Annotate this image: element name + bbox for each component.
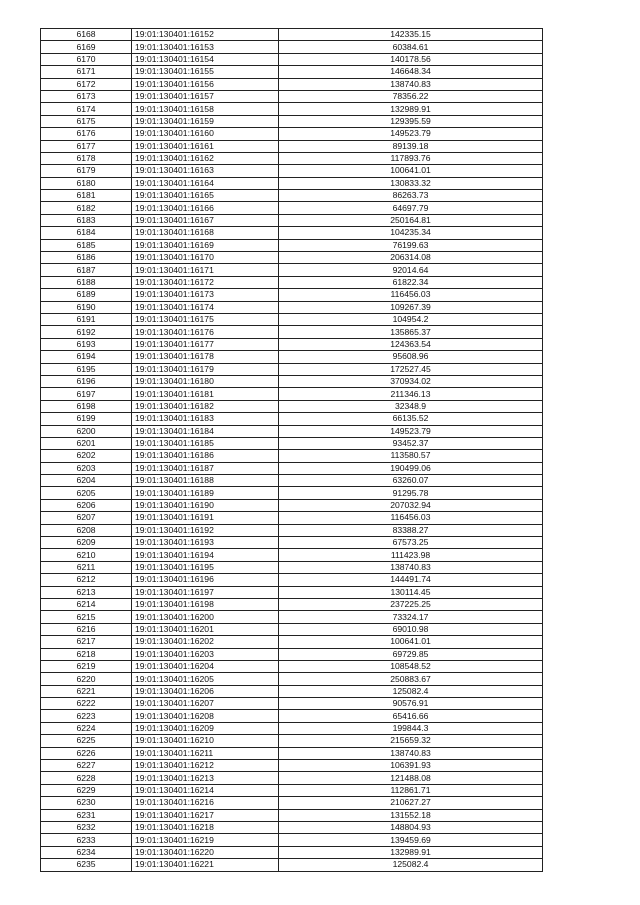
table-row — [41, 90, 543, 102]
cadastral-number-cell: 19:01:130401:16201 — [132, 623, 279, 635]
cadastral-number-cell: 19:01:130401:16212 — [132, 760, 279, 772]
table-row — [41, 413, 543, 425]
table-row — [41, 363, 543, 375]
table-row — [41, 177, 543, 189]
table-row — [41, 326, 543, 338]
cadastral-number-cell: 19:01:130401:16219 — [132, 834, 279, 846]
table-row — [41, 375, 543, 387]
cadastral-number-cell: 19:01:130401:16165 — [132, 190, 279, 202]
table-row — [41, 623, 543, 635]
value-cell: 111423.98 — [279, 549, 543, 561]
cadastral-number-cell: 19:01:130401:16166 — [132, 202, 279, 214]
value-cell: 100641.01 — [279, 165, 543, 177]
row-number-cell: 6216 — [41, 623, 132, 635]
row-number-cell: 6177 — [41, 140, 132, 152]
table-row — [41, 586, 543, 598]
table-row — [41, 53, 543, 65]
table-row — [41, 202, 543, 214]
value-cell: 130114.45 — [279, 586, 543, 598]
value-cell: 83388.27 — [279, 524, 543, 536]
cadastral-number-cell: 19:01:130401:16159 — [132, 115, 279, 127]
row-number-cell: 6200 — [41, 425, 132, 437]
cadastral-number-cell: 19:01:130401:16185 — [132, 437, 279, 449]
row-number-cell: 6191 — [41, 313, 132, 325]
row-number-cell: 6170 — [41, 53, 132, 65]
row-number-cell: 6182 — [41, 202, 132, 214]
value-cell: 61822.34 — [279, 276, 543, 288]
row-number-cell: 6193 — [41, 338, 132, 350]
value-cell: 138740.83 — [279, 561, 543, 573]
cadastral-number-cell: 19:01:130401:16154 — [132, 53, 279, 65]
cadastral-number-cell: 19:01:130401:16186 — [132, 450, 279, 462]
value-cell: 125082.4 — [279, 859, 543, 871]
row-number-cell: 6218 — [41, 648, 132, 660]
cadastral-number-cell: 19:01:130401:16170 — [132, 252, 279, 264]
row-number-cell: 6188 — [41, 276, 132, 288]
table-row — [41, 313, 543, 325]
row-number-cell: 6224 — [41, 722, 132, 734]
row-number-cell: 6204 — [41, 475, 132, 487]
cadastral-number-cell: 19:01:130401:16176 — [132, 326, 279, 338]
cadastral-number-cell: 19:01:130401:16174 — [132, 301, 279, 313]
table-row — [41, 685, 543, 697]
row-number-cell: 6235 — [41, 859, 132, 871]
row-number-cell: 6175 — [41, 115, 132, 127]
row-number-cell: 6223 — [41, 710, 132, 722]
value-cell: 69729.85 — [279, 648, 543, 660]
table-row — [41, 41, 543, 53]
cadastral-number-cell: 19:01:130401:16167 — [132, 214, 279, 226]
value-cell: 210627.27 — [279, 797, 543, 809]
cadastral-number-cell: 19:01:130401:16221 — [132, 859, 279, 871]
cadastral-number-cell: 19:01:130401:16158 — [132, 103, 279, 115]
value-cell: 149523.79 — [279, 425, 543, 437]
value-cell: 250164.81 — [279, 214, 543, 226]
value-cell: 100641.01 — [279, 636, 543, 648]
cadastral-number-cell: 19:01:130401:16189 — [132, 487, 279, 499]
table-row — [41, 747, 543, 759]
table-row — [41, 760, 543, 772]
row-number-cell: 6227 — [41, 760, 132, 772]
row-number-cell: 6232 — [41, 822, 132, 834]
row-number-cell: 6183 — [41, 214, 132, 226]
table-row — [41, 499, 543, 511]
value-cell: 124363.54 — [279, 338, 543, 350]
cadastral-number-cell: 19:01:130401:16197 — [132, 586, 279, 598]
table-row — [41, 388, 543, 400]
value-cell: 113580.57 — [279, 450, 543, 462]
row-number-cell: 6199 — [41, 413, 132, 425]
cadastral-number-cell: 19:01:130401:16173 — [132, 289, 279, 301]
table-row — [41, 437, 543, 449]
row-number-cell: 6225 — [41, 735, 132, 747]
table-row — [41, 772, 543, 784]
cadastral-number-cell: 19:01:130401:16157 — [132, 90, 279, 102]
row-number-cell: 6179 — [41, 165, 132, 177]
value-cell: 132989.91 — [279, 103, 543, 115]
cadastral-number-cell: 19:01:130401:16182 — [132, 400, 279, 412]
cadastral-number-cell: 19:01:130401:16184 — [132, 425, 279, 437]
table-row — [41, 673, 543, 685]
row-number-cell: 6186 — [41, 252, 132, 264]
table-row — [41, 784, 543, 796]
table-row — [41, 549, 543, 561]
value-cell: 142335.15 — [279, 29, 543, 41]
value-cell: 132989.91 — [279, 846, 543, 858]
cadastral-number-cell: 19:01:130401:16220 — [132, 846, 279, 858]
table-row — [41, 450, 543, 462]
row-number-cell: 6212 — [41, 574, 132, 586]
table-row — [41, 834, 543, 846]
row-number-cell: 6219 — [41, 660, 132, 672]
table-row — [41, 698, 543, 710]
row-number-cell: 6214 — [41, 598, 132, 610]
cadastral-number-cell: 19:01:130401:16169 — [132, 239, 279, 251]
table-row — [41, 648, 543, 660]
cadastral-number-cell: 19:01:130401:16204 — [132, 660, 279, 672]
value-cell: 131552.18 — [279, 809, 543, 821]
table-row — [41, 400, 543, 412]
table-row — [41, 227, 543, 239]
row-number-cell: 6169 — [41, 41, 132, 53]
row-number-cell: 6220 — [41, 673, 132, 685]
value-cell: 144491.74 — [279, 574, 543, 586]
row-number-cell: 6217 — [41, 636, 132, 648]
table-row — [41, 66, 543, 78]
cadastral-number-cell: 19:01:130401:16172 — [132, 276, 279, 288]
value-cell: 125082.4 — [279, 685, 543, 697]
value-cell: 104954.2 — [279, 313, 543, 325]
value-cell: 116456.03 — [279, 512, 543, 524]
table-row — [41, 475, 543, 487]
cadastral-number-cell: 19:01:130401:16152 — [132, 29, 279, 41]
table-row — [41, 574, 543, 586]
row-number-cell: 6234 — [41, 846, 132, 858]
cadastral-number-cell: 19:01:130401:16198 — [132, 598, 279, 610]
row-number-cell: 6197 — [41, 388, 132, 400]
table-row — [41, 338, 543, 350]
value-cell: 95608.96 — [279, 351, 543, 363]
value-cell: 90576.91 — [279, 698, 543, 710]
table-row — [41, 190, 543, 202]
table-body — [41, 29, 543, 872]
value-cell: 67573.25 — [279, 537, 543, 549]
cadastral-number-cell: 19:01:130401:16171 — [132, 264, 279, 276]
value-cell: 130833.32 — [279, 177, 543, 189]
row-number-cell: 6213 — [41, 586, 132, 598]
value-cell: 78356.22 — [279, 90, 543, 102]
table-row — [41, 636, 543, 648]
value-cell: 206314.08 — [279, 252, 543, 264]
value-cell: 109267.39 — [279, 301, 543, 313]
table-row — [41, 29, 543, 41]
table-row — [41, 660, 543, 672]
value-cell: 237225.25 — [279, 598, 543, 610]
value-cell: 63260.07 — [279, 475, 543, 487]
cadastral-number-cell: 19:01:130401:16193 — [132, 537, 279, 549]
table-row — [41, 103, 543, 115]
row-number-cell: 6215 — [41, 611, 132, 623]
cadastral-number-cell: 19:01:130401:16214 — [132, 784, 279, 796]
value-cell: 121488.08 — [279, 772, 543, 784]
table-row — [41, 561, 543, 573]
value-cell: 89139.18 — [279, 140, 543, 152]
row-number-cell: 6202 — [41, 450, 132, 462]
table-row — [41, 425, 543, 437]
row-number-cell: 6174 — [41, 103, 132, 115]
table-row — [41, 140, 543, 152]
table-row — [41, 710, 543, 722]
row-number-cell: 6203 — [41, 462, 132, 474]
value-cell: 32348.9 — [279, 400, 543, 412]
cadastral-number-cell: 19:01:130401:16155 — [132, 66, 279, 78]
row-number-cell: 6222 — [41, 698, 132, 710]
cadastral-number-cell: 19:01:130401:16188 — [132, 475, 279, 487]
value-cell: 146648.34 — [279, 66, 543, 78]
row-number-cell: 6176 — [41, 128, 132, 140]
value-cell: 138740.83 — [279, 747, 543, 759]
table-row — [41, 152, 543, 164]
data-table — [40, 28, 543, 872]
value-cell: 91295.78 — [279, 487, 543, 499]
row-number-cell: 6189 — [41, 289, 132, 301]
row-number-cell: 6206 — [41, 499, 132, 511]
cadastral-number-cell: 19:01:130401:16178 — [132, 351, 279, 363]
cadastral-number-cell: 19:01:130401:16179 — [132, 363, 279, 375]
value-cell: 211346.13 — [279, 388, 543, 400]
table-row — [41, 611, 543, 623]
row-number-cell: 6181 — [41, 190, 132, 202]
table-row — [41, 809, 543, 821]
row-number-cell: 6207 — [41, 512, 132, 524]
cadastral-number-cell: 19:01:130401:16191 — [132, 512, 279, 524]
value-cell: 199844.3 — [279, 722, 543, 734]
table-row — [41, 846, 543, 858]
cadastral-number-cell: 19:01:130401:16183 — [132, 413, 279, 425]
row-number-cell: 6168 — [41, 29, 132, 41]
table-row — [41, 722, 543, 734]
row-number-cell: 6210 — [41, 549, 132, 561]
row-number-cell: 6196 — [41, 375, 132, 387]
value-cell: 92014.64 — [279, 264, 543, 276]
row-number-cell: 6198 — [41, 400, 132, 412]
value-cell: 108548.52 — [279, 660, 543, 672]
cadastral-number-cell: 19:01:130401:16190 — [132, 499, 279, 511]
cadastral-number-cell: 19:01:130401:16217 — [132, 809, 279, 821]
cadastral-number-cell: 19:01:130401:16187 — [132, 462, 279, 474]
table-row — [41, 524, 543, 536]
cadastral-number-cell: 19:01:130401:16194 — [132, 549, 279, 561]
row-number-cell: 6229 — [41, 784, 132, 796]
row-number-cell: 6178 — [41, 152, 132, 164]
cadastral-number-cell: 19:01:130401:16156 — [132, 78, 279, 90]
table-row — [41, 264, 543, 276]
table-row — [41, 128, 543, 140]
table-row — [41, 598, 543, 610]
value-cell: 117893.76 — [279, 152, 543, 164]
cadastral-number-cell: 19:01:130401:16203 — [132, 648, 279, 660]
value-cell: 86263.73 — [279, 190, 543, 202]
cadastral-number-cell: 19:01:130401:16202 — [132, 636, 279, 648]
table-row — [41, 487, 543, 499]
value-cell: 106391.93 — [279, 760, 543, 772]
row-number-cell: 6172 — [41, 78, 132, 90]
row-number-cell: 6171 — [41, 66, 132, 78]
table-row — [41, 165, 543, 177]
value-cell: 139459.69 — [279, 834, 543, 846]
cadastral-number-cell: 19:01:130401:16218 — [132, 822, 279, 834]
value-cell: 73324.17 — [279, 611, 543, 623]
row-number-cell: 6233 — [41, 834, 132, 846]
value-cell: 370934.02 — [279, 375, 543, 387]
cadastral-number-cell: 19:01:130401:16211 — [132, 747, 279, 759]
value-cell: 215659.32 — [279, 735, 543, 747]
row-number-cell: 6195 — [41, 363, 132, 375]
row-number-cell: 6228 — [41, 772, 132, 784]
table-row — [41, 252, 543, 264]
cadastral-number-cell: 19:01:130401:16160 — [132, 128, 279, 140]
value-cell: 93452.37 — [279, 437, 543, 449]
row-number-cell: 6173 — [41, 90, 132, 102]
table-row — [41, 78, 543, 90]
table-row — [41, 537, 543, 549]
cadastral-number-cell: 19:01:130401:16207 — [132, 698, 279, 710]
value-cell: 148804.93 — [279, 822, 543, 834]
value-cell: 112861.71 — [279, 784, 543, 796]
cadastral-number-cell: 19:01:130401:16162 — [132, 152, 279, 164]
cadastral-number-cell: 19:01:130401:16195 — [132, 561, 279, 573]
cadastral-number-cell: 19:01:130401:16161 — [132, 140, 279, 152]
table-row — [41, 276, 543, 288]
cadastral-number-cell: 19:01:130401:16205 — [132, 673, 279, 685]
cadastral-number-cell: 19:01:130401:16181 — [132, 388, 279, 400]
value-cell: 129395.59 — [279, 115, 543, 127]
table-row — [41, 735, 543, 747]
cadastral-number-cell: 19:01:130401:16206 — [132, 685, 279, 697]
row-number-cell: 6211 — [41, 561, 132, 573]
row-number-cell: 6180 — [41, 177, 132, 189]
row-number-cell: 6231 — [41, 809, 132, 821]
row-number-cell: 6226 — [41, 747, 132, 759]
table-row — [41, 512, 543, 524]
row-number-cell: 6184 — [41, 227, 132, 239]
row-number-cell: 6185 — [41, 239, 132, 251]
row-number-cell: 6230 — [41, 797, 132, 809]
value-cell: 138740.83 — [279, 78, 543, 90]
table-row — [41, 822, 543, 834]
value-cell: 69010.98 — [279, 623, 543, 635]
table-row — [41, 301, 543, 313]
value-cell: 172527.45 — [279, 363, 543, 375]
row-number-cell: 6205 — [41, 487, 132, 499]
table-row — [41, 797, 543, 809]
value-cell: 135865.37 — [279, 326, 543, 338]
table-row — [41, 239, 543, 251]
value-cell: 66135.52 — [279, 413, 543, 425]
value-cell: 65416.66 — [279, 710, 543, 722]
cadastral-number-cell: 19:01:130401:16164 — [132, 177, 279, 189]
cadastral-number-cell: 19:01:130401:16200 — [132, 611, 279, 623]
row-number-cell: 6201 — [41, 437, 132, 449]
value-cell: 190499.06 — [279, 462, 543, 474]
row-number-cell: 6221 — [41, 685, 132, 697]
cadastral-number-cell: 19:01:130401:16213 — [132, 772, 279, 784]
value-cell: 116456.03 — [279, 289, 543, 301]
cadastral-number-cell: 19:01:130401:16180 — [132, 375, 279, 387]
cadastral-number-cell: 19:01:130401:16216 — [132, 797, 279, 809]
table-row — [41, 289, 543, 301]
row-number-cell: 6208 — [41, 524, 132, 536]
table-row — [41, 462, 543, 474]
value-cell: 76199.63 — [279, 239, 543, 251]
value-cell: 60384.61 — [279, 41, 543, 53]
cadastral-number-cell: 19:01:130401:16209 — [132, 722, 279, 734]
row-number-cell: 6187 — [41, 264, 132, 276]
value-cell: 250883.67 — [279, 673, 543, 685]
row-number-cell: 6192 — [41, 326, 132, 338]
cadastral-number-cell: 19:01:130401:16177 — [132, 338, 279, 350]
row-number-cell: 6194 — [41, 351, 132, 363]
cadastral-number-cell: 19:01:130401:16153 — [132, 41, 279, 53]
cadastral-number-cell: 19:01:130401:16175 — [132, 313, 279, 325]
cadastral-number-cell: 19:01:130401:16192 — [132, 524, 279, 536]
cadastral-number-cell: 19:01:130401:16168 — [132, 227, 279, 239]
row-number-cell: 6190 — [41, 301, 132, 313]
table-row — [41, 214, 543, 226]
value-cell: 140178.56 — [279, 53, 543, 65]
cadastral-number-cell: 19:01:130401:16210 — [132, 735, 279, 747]
value-cell: 64697.79 — [279, 202, 543, 214]
value-cell: 149523.79 — [279, 128, 543, 140]
cadastral-number-cell: 19:01:130401:16196 — [132, 574, 279, 586]
table-row — [41, 859, 543, 871]
table-row — [41, 351, 543, 363]
cadastral-number-cell: 19:01:130401:16208 — [132, 710, 279, 722]
cadastral-number-cell: 19:01:130401:16163 — [132, 165, 279, 177]
table-row — [41, 115, 543, 127]
value-cell: 207032.94 — [279, 499, 543, 511]
row-number-cell: 6209 — [41, 537, 132, 549]
value-cell: 104235.34 — [279, 227, 543, 239]
